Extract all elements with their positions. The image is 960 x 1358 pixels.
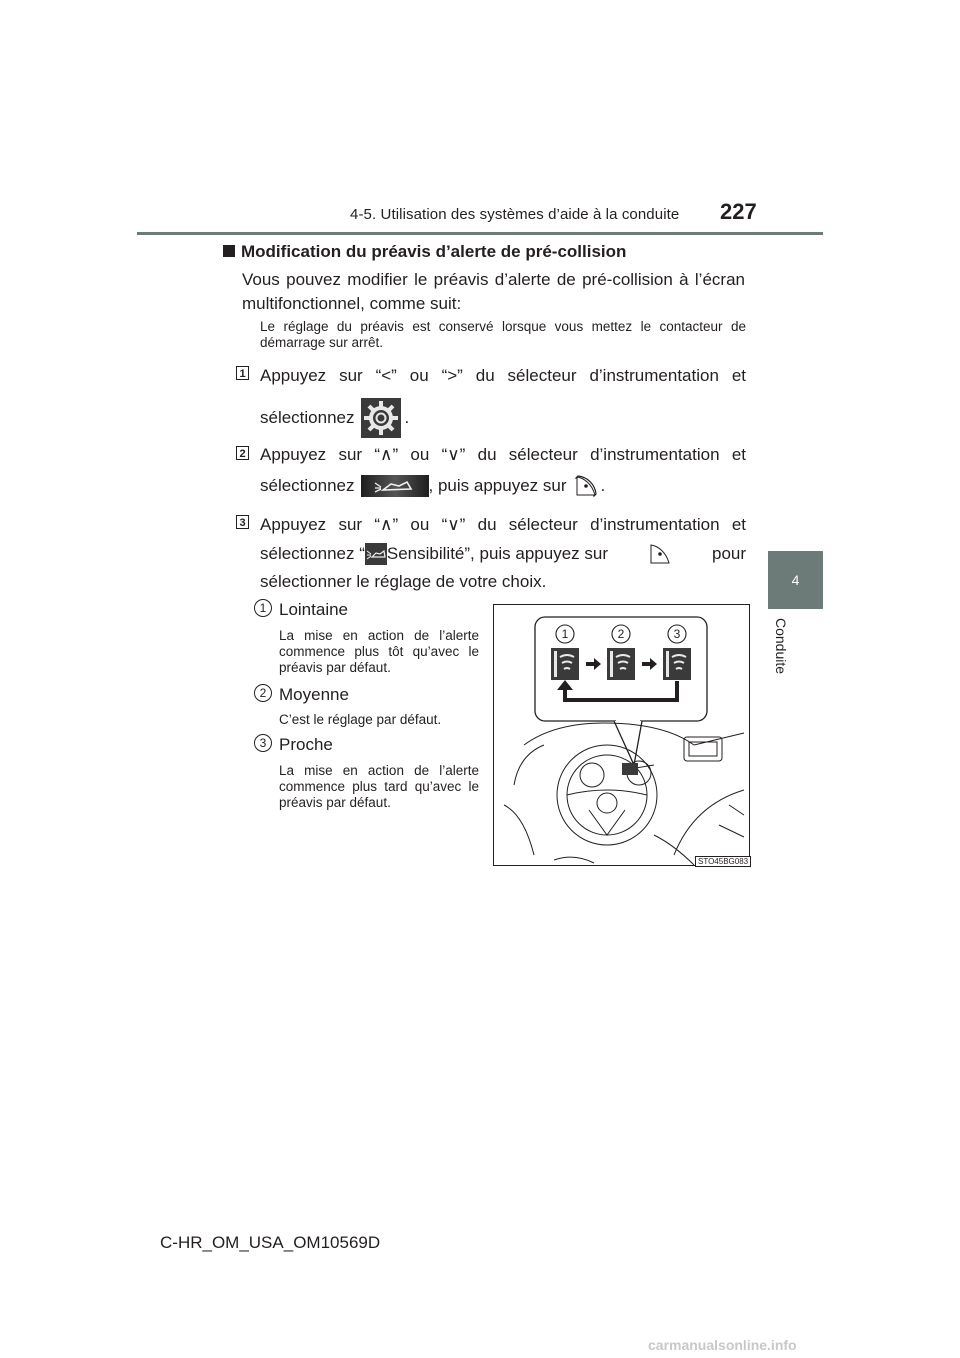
step-2-line2-mid: , puis appuyez sur <box>428 476 567 495</box>
step-3-line2-end: pour <box>711 544 747 563</box>
figure-callout-1: 1 <box>561 627 569 641</box>
section-heading <box>223 242 626 262</box>
figure-illustration <box>494 605 749 865</box>
watermark: carmanualsonline.info <box>648 1337 797 1353</box>
step-1-line2-end: . <box>404 408 410 427</box>
step-3-line3: sélectionner le réglage de votre choix. <box>260 572 547 591</box>
footer-doc-id: C-HR_OM_USA_OM10569D <box>160 1233 381 1252</box>
chapter-tab[interactable]: 4 <box>768 551 823 609</box>
option-1-number: 1 <box>254 599 272 617</box>
chapter-label: Conduite <box>773 618 789 675</box>
option-3-number: 3 <box>254 734 272 752</box>
step-2-line2 <box>260 474 605 498</box>
option-2-desc: C’est le réglage par défaut. <box>279 712 442 727</box>
step-3-line2-text: sélectionnez “ <box>260 544 365 563</box>
section-note: Le réglage du préavis est conservé lorsque vous mettez le contacteur de démarrage sur arrêt. <box>260 319 746 350</box>
section-heading-text: Modification du préavis d’alerte de pré-collision <box>241 242 627 261</box>
figure-callout-3: 3 <box>673 627 681 641</box>
option-3-desc: La mise en action de l’alerte commence plus tard qu’avec le préavis par défaut. <box>279 763 479 810</box>
header-rule <box>137 232 823 235</box>
enter-button-icon <box>574 474 598 498</box>
step-2-line1: Appuyez sur “∧” ou “∨” du sélecteur d’instrumentation et <box>260 445 746 464</box>
figure-code: STO45BG083 <box>695 856 751 867</box>
option-1-title: Lointaine <box>279 600 349 619</box>
section-intro: Vous pouvez modifier le préavis d’alerte de pré-collision à l’écran multifonctionnel, comme suit: <box>242 270 745 313</box>
header-section-title: 4-5. Utilisation des systèmes d’aide à la conduite <box>350 206 680 223</box>
figure-callout-2: 2 <box>617 627 625 641</box>
option-2-number: 2 <box>254 684 272 702</box>
step-2-line2-end: . <box>600 476 606 495</box>
square-bullet-icon <box>223 245 235 257</box>
step-1-line2-text: sélectionnez <box>260 408 355 427</box>
step-3-line2-mid: Sensibilité”, puis appuyez sur <box>386 544 609 563</box>
step-1-line2 <box>260 398 409 438</box>
sensitivity-icon <box>365 543 387 565</box>
step-1-badge: 1 <box>236 366 249 380</box>
figure-dashboard <box>493 604 750 866</box>
enter-button-icon-2 <box>648 542 672 566</box>
step-2-badge: 2 <box>236 446 249 460</box>
option-1-desc: La mise en action de l’alerte commence plus tôt qu’avec le préavis par défaut. <box>279 628 479 675</box>
option-2-title: Moyenne <box>279 685 349 704</box>
step-2-line2-text: sélectionnez <box>260 476 355 495</box>
page-number: 227 <box>720 199 757 224</box>
step-3-badge: 3 <box>236 515 249 529</box>
step-1-line1: Appuyez sur “<” ou “>” du sélecteur d’instrumentation et <box>260 366 746 385</box>
option-3-title: Proche <box>279 735 333 754</box>
settings-gear-icon <box>361 398 401 438</box>
step-3-line2 <box>260 542 746 566</box>
pcs-menu-icon <box>361 475 429 497</box>
step-3-line1: Appuyez sur “∧” ou “∨” du sélecteur d’instrumentation et <box>260 515 746 534</box>
